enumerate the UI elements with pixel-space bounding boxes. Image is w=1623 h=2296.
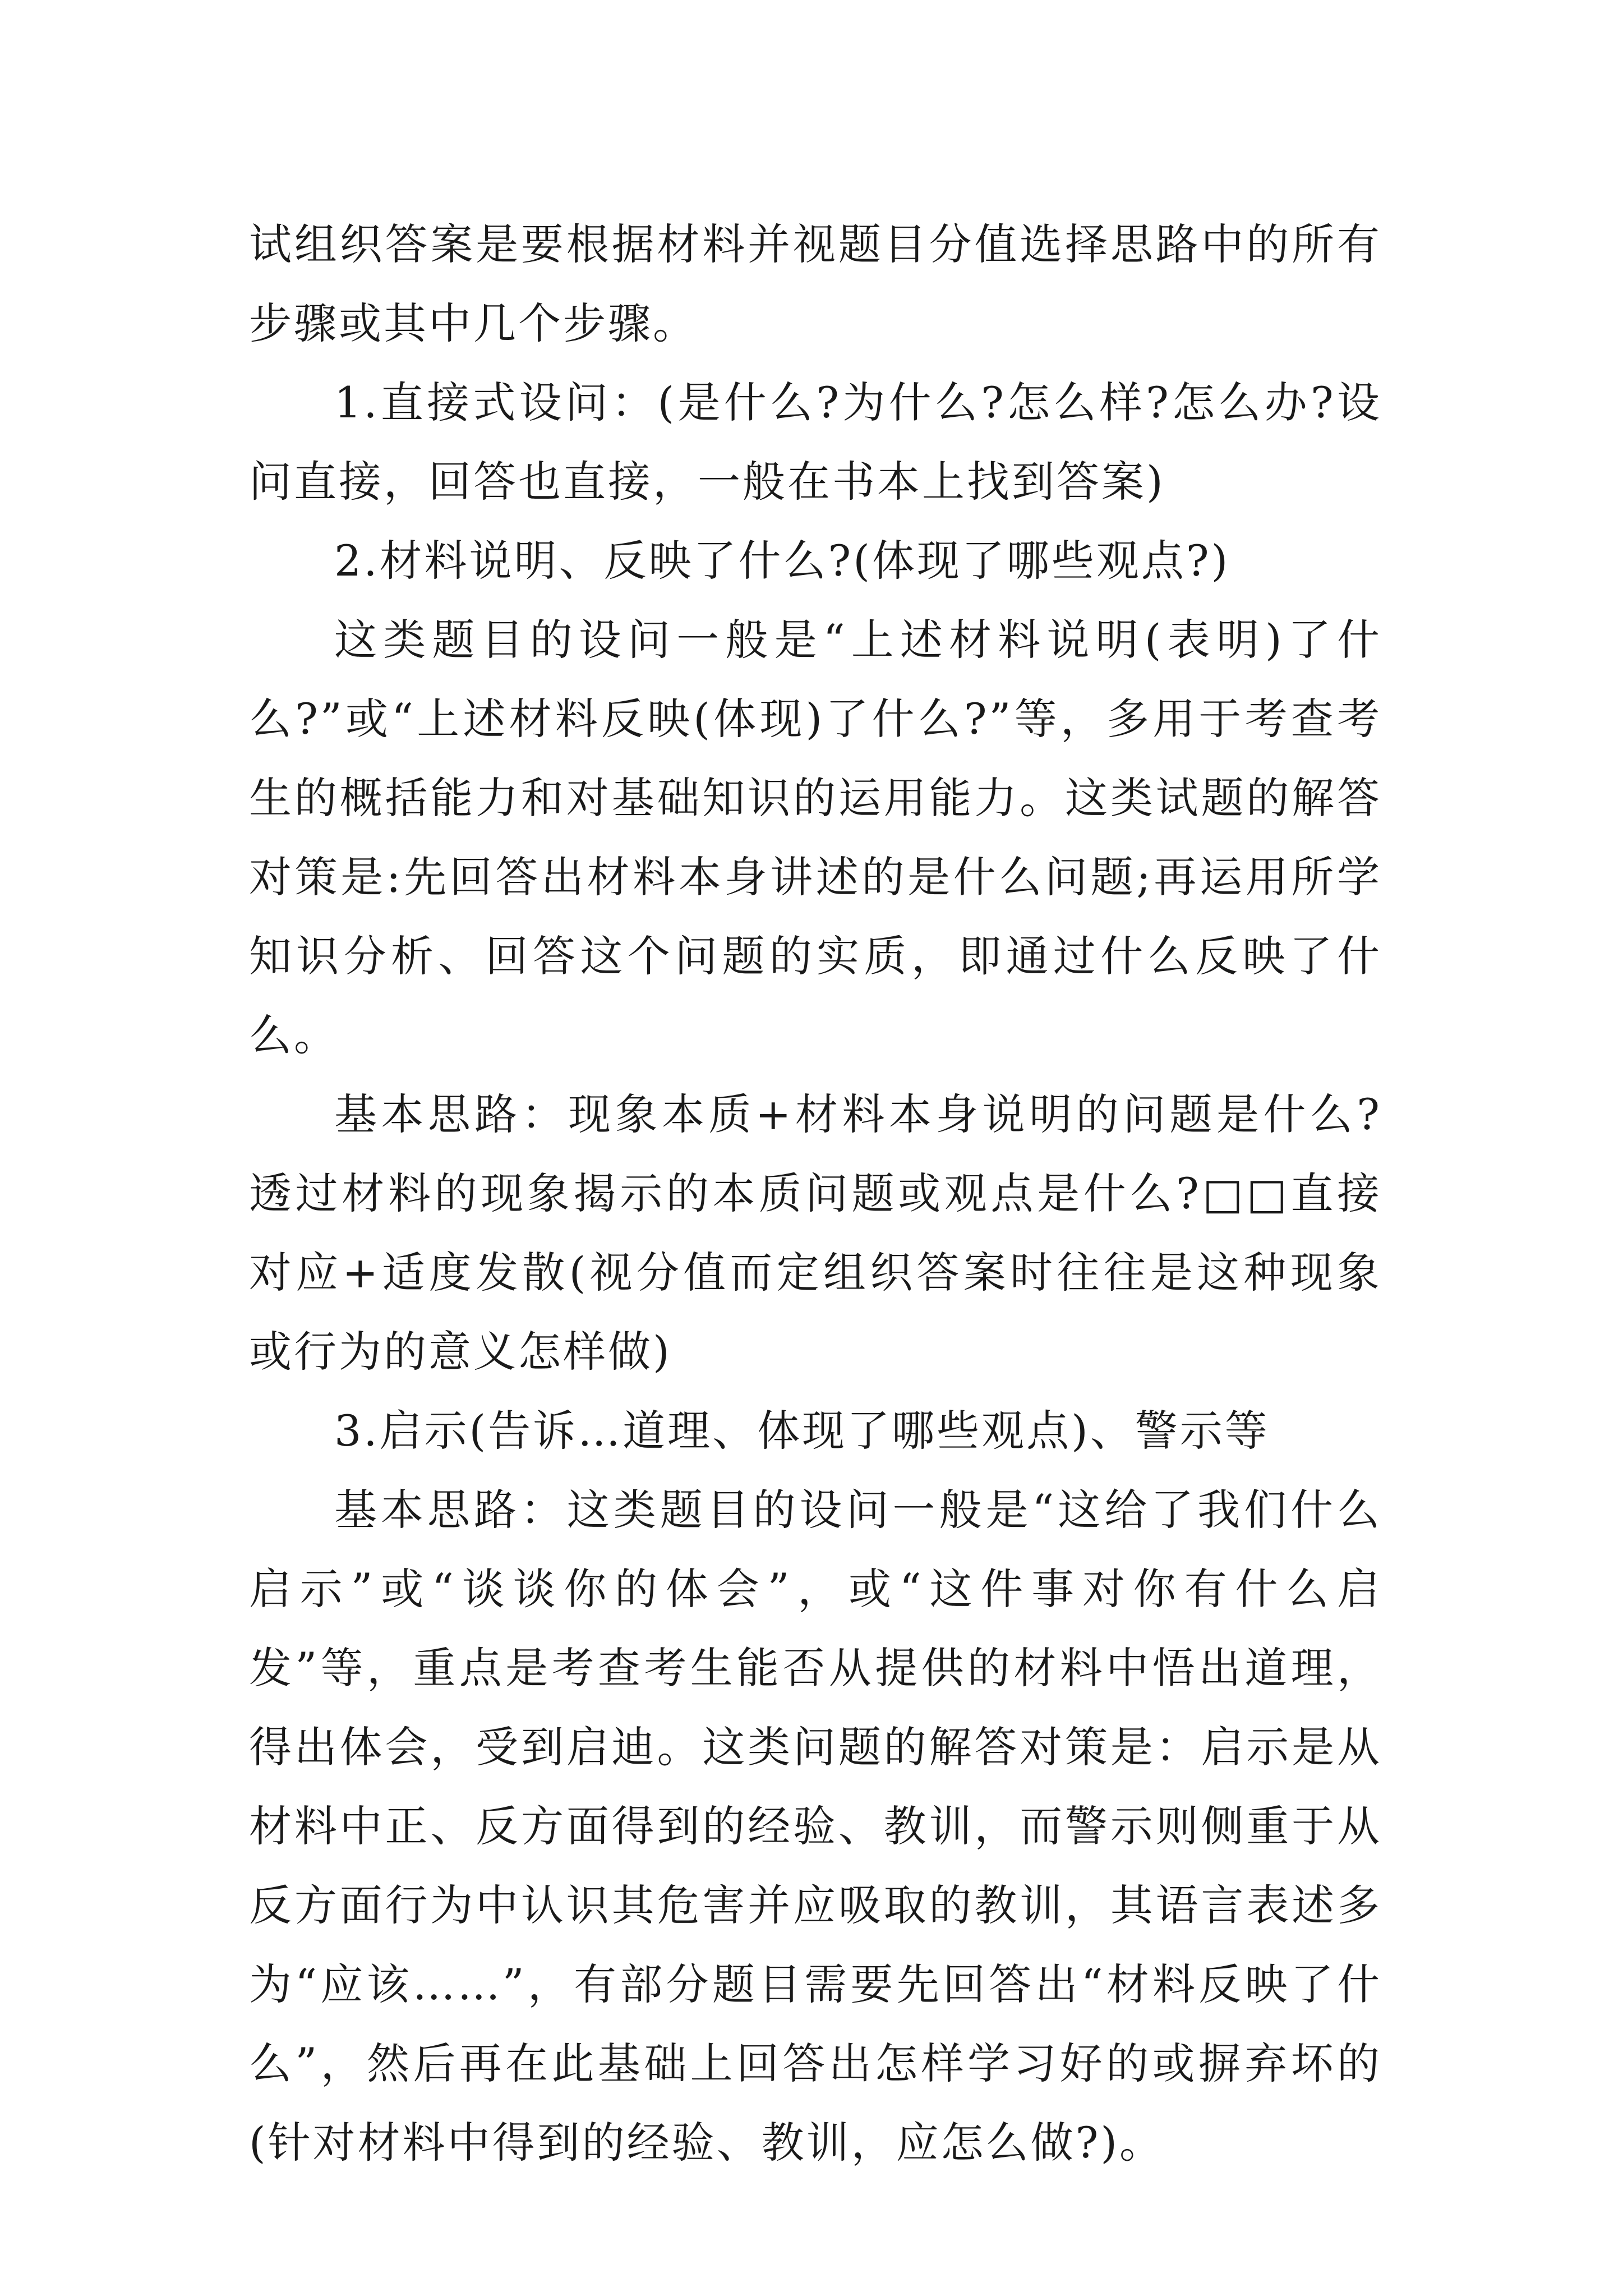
paragraph-enlightenment-approach: 基本思路：这类题目的设问一般是“这给了我们什么启示”或“谈谈你的体会”，或“这件事对你有什么启发”等，重点是考查考生能否从提供的材料中悟出道理，得出体会，受到启迪。这类问题的解答对策是：启示是从材料中正、反方面得到的经验、教训，而警示则侧重于从反方面行为中认识其危害并应吸取的教训，其语言表述多为“应该……”，有部分题目需要先回答出“材料反映了什么”，然后再在此基础上回答出怎样学习好的或摒弃坏的(针对材料中得到的经验、教训，应怎么做?)。	[249, 1485, 1382, 2168]
paragraph-enlightenment-heading: 3.启示(告诉…道理、体现了哪些观点)、警示等	[334, 1406, 1270, 1456]
paragraph-direct-question: 1.直接式设问：(是什么?为什么?怎么样?怎么办?设问直接，回答也直接，一般在书本上找到答案)	[249, 378, 1382, 507]
document-body	[249, 205, 1382, 2182]
paragraph-material-approach: 基本思路：现象本质+材料本身说明的问题是什么?透过材料的现象揭示的本质问题或观点是什么?□□直接对应+适度发散(视分值而定组织答案时往往是这种现象或行为的意义怎样做)	[249, 1089, 1382, 1377]
paragraph-material-explanation: 这类题目的设问一般是“上述材料说明(表明)了什么?”或“上述材料反映(体现)了什么?”等，多用于考查考生的概括能力和对基础知识的运用能力。这类试题的解答对策是:先回答出材料本身讲述的是什么问题;再运用所学知识分析、回答这个问题的实质，即通过什么反映了什么。	[249, 615, 1382, 1060]
paragraph-material-heading: 2.材料说明、反映了什么?(体现了哪些观点?)	[334, 536, 1230, 586]
paragraph-continuation: 试组织答案是要根据材料并视题目分值选择思路中的所有步骤或其中几个步骤。	[249, 219, 1382, 348]
